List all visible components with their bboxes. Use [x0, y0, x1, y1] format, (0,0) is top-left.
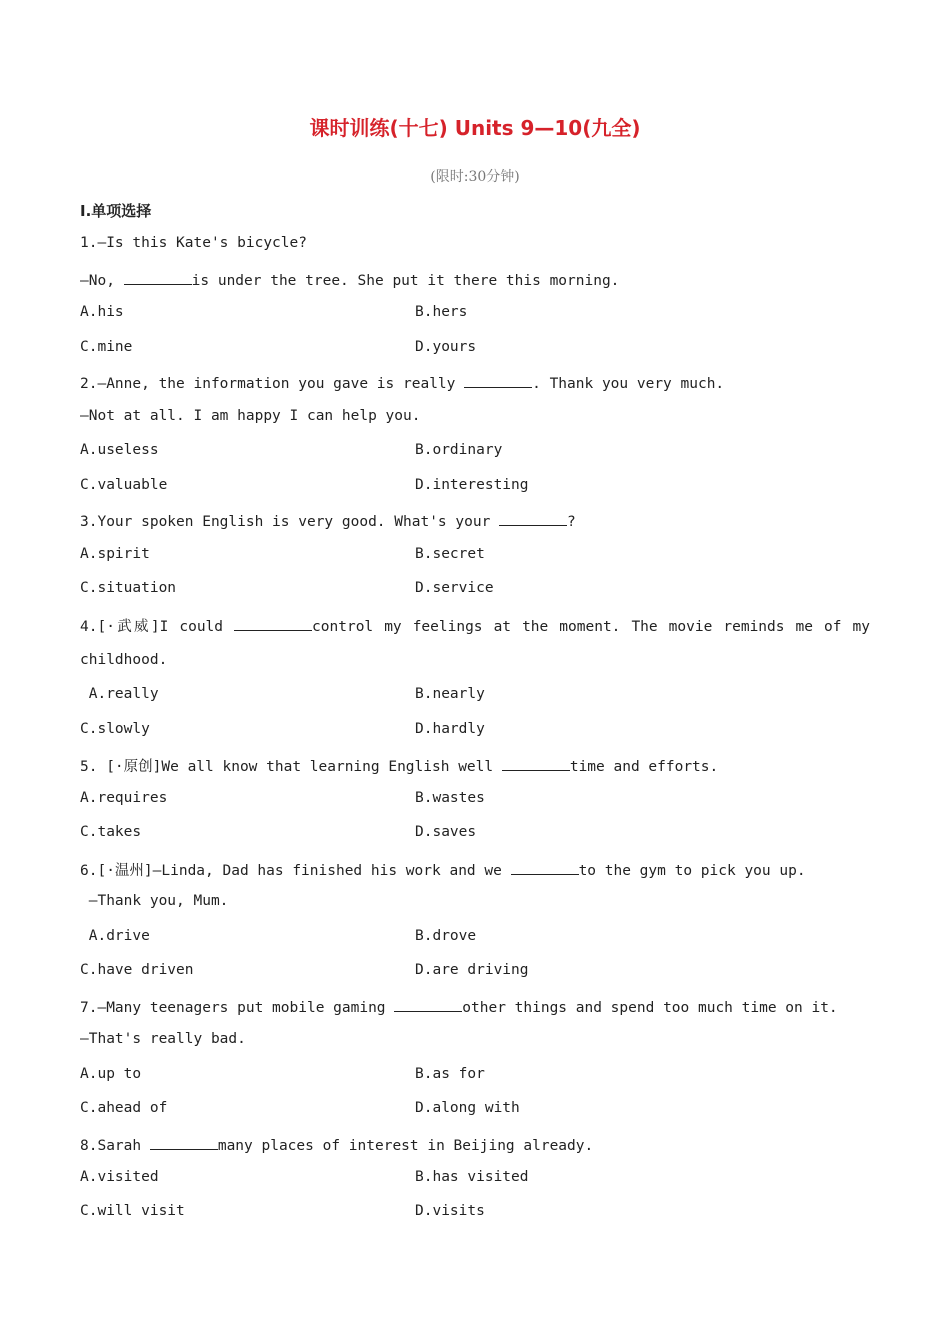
q2-reply: —Not at all. I am happy I can help you.	[80, 408, 421, 424]
q8-option-b: B.has visited	[415, 1169, 529, 1185]
section-heading: Ⅰ.单项选择	[80, 202, 152, 220]
q4-option-d: D.hardly	[415, 721, 485, 737]
q1-stem: 1.—Is this Kate's bicycle?	[80, 235, 307, 251]
q2-option-c: C.valuable	[80, 477, 168, 493]
q1-option-a: A.his	[80, 304, 124, 320]
q5-blank[interactable]	[502, 756, 570, 771]
q6-blank[interactable]	[511, 860, 579, 875]
q6-stem: 6.[·温州]—Linda, Dad has finished his work and we to the gym to pick you up.	[80, 859, 806, 880]
q6-option-d: D.are driving	[415, 962, 529, 978]
q1-option-b: B.hers	[415, 304, 468, 320]
q5-option-a: A.requires	[80, 790, 168, 806]
q4-stem-continued: childhood.	[80, 652, 168, 668]
q5-option-c: C.takes	[80, 824, 142, 840]
q2-blank[interactable]	[464, 373, 532, 388]
q7-option-d: D.along with	[415, 1100, 520, 1116]
q4-option-b: B.nearly	[415, 686, 485, 702]
q6-option-c: C.have driven	[80, 962, 194, 978]
q2-option-b: B.ordinary	[415, 442, 503, 458]
q7-option-a: A.up to	[80, 1066, 142, 1082]
q2-stem: 2.—Anne, the information you gave is really . Thank you very much.	[80, 373, 724, 392]
q3-option-a: A.spirit	[80, 546, 150, 562]
q4-option-a: A.really	[80, 686, 159, 702]
q5-option-b: B.wastes	[415, 790, 485, 806]
q7-reply: —That's really bad.	[80, 1031, 246, 1047]
q5-option-d: D.saves	[415, 824, 477, 840]
q6-reply: —Thank you, Mum.	[80, 893, 229, 909]
q6-option-b: B.drove	[415, 928, 477, 944]
q8-option-c: C.will visit	[80, 1203, 185, 1219]
q8-stem: 8.Sarah many places of interest in Beijing already.	[80, 1135, 593, 1154]
q3-stem: 3.Your spoken English is very good. What's your ?	[80, 511, 576, 530]
q3-option-c: C.situation	[80, 580, 177, 596]
q7-stem: 7.—Many teenagers put mobile gaming other things and spend too much time on it.	[80, 997, 838, 1016]
q1-answer-line: —No, is under the tree. She put it there this morning.	[80, 270, 619, 289]
q4-option-c: C.slowly	[80, 721, 150, 737]
q2-option-d: D.interesting	[415, 477, 529, 493]
q7-option-c: C.ahead of	[80, 1100, 168, 1116]
q8-option-d: D.visits	[415, 1203, 485, 1219]
q7-option-b: B.as for	[415, 1066, 485, 1082]
q1-option-d: D.yours	[415, 339, 477, 355]
q1-option-c: C.mine	[80, 339, 133, 355]
q3-blank[interactable]	[499, 511, 567, 526]
q7-blank[interactable]	[394, 997, 462, 1012]
q3-option-b: B.secret	[415, 546, 485, 562]
page-title: 课时训练(十七) Units 9—10(九全)	[309, 116, 641, 140]
q8-blank[interactable]	[150, 1135, 218, 1150]
q2-option-a: A.useless	[80, 442, 159, 458]
q5-stem: 5. [·原创]We all know that learning English well time and efforts.	[80, 755, 718, 776]
time-limit: (限时:30分钟)	[430, 169, 520, 185]
q6-option-a: A.drive	[80, 928, 150, 944]
q4-stem: 4.[·武威]I could control my feelings at the moment. The movie reminds me of my	[80, 615, 870, 636]
q4-blank[interactable]	[234, 616, 312, 631]
q8-option-a: A.visited	[80, 1169, 159, 1185]
q3-option-d: D.service	[415, 580, 494, 596]
q1-blank[interactable]	[124, 270, 192, 285]
